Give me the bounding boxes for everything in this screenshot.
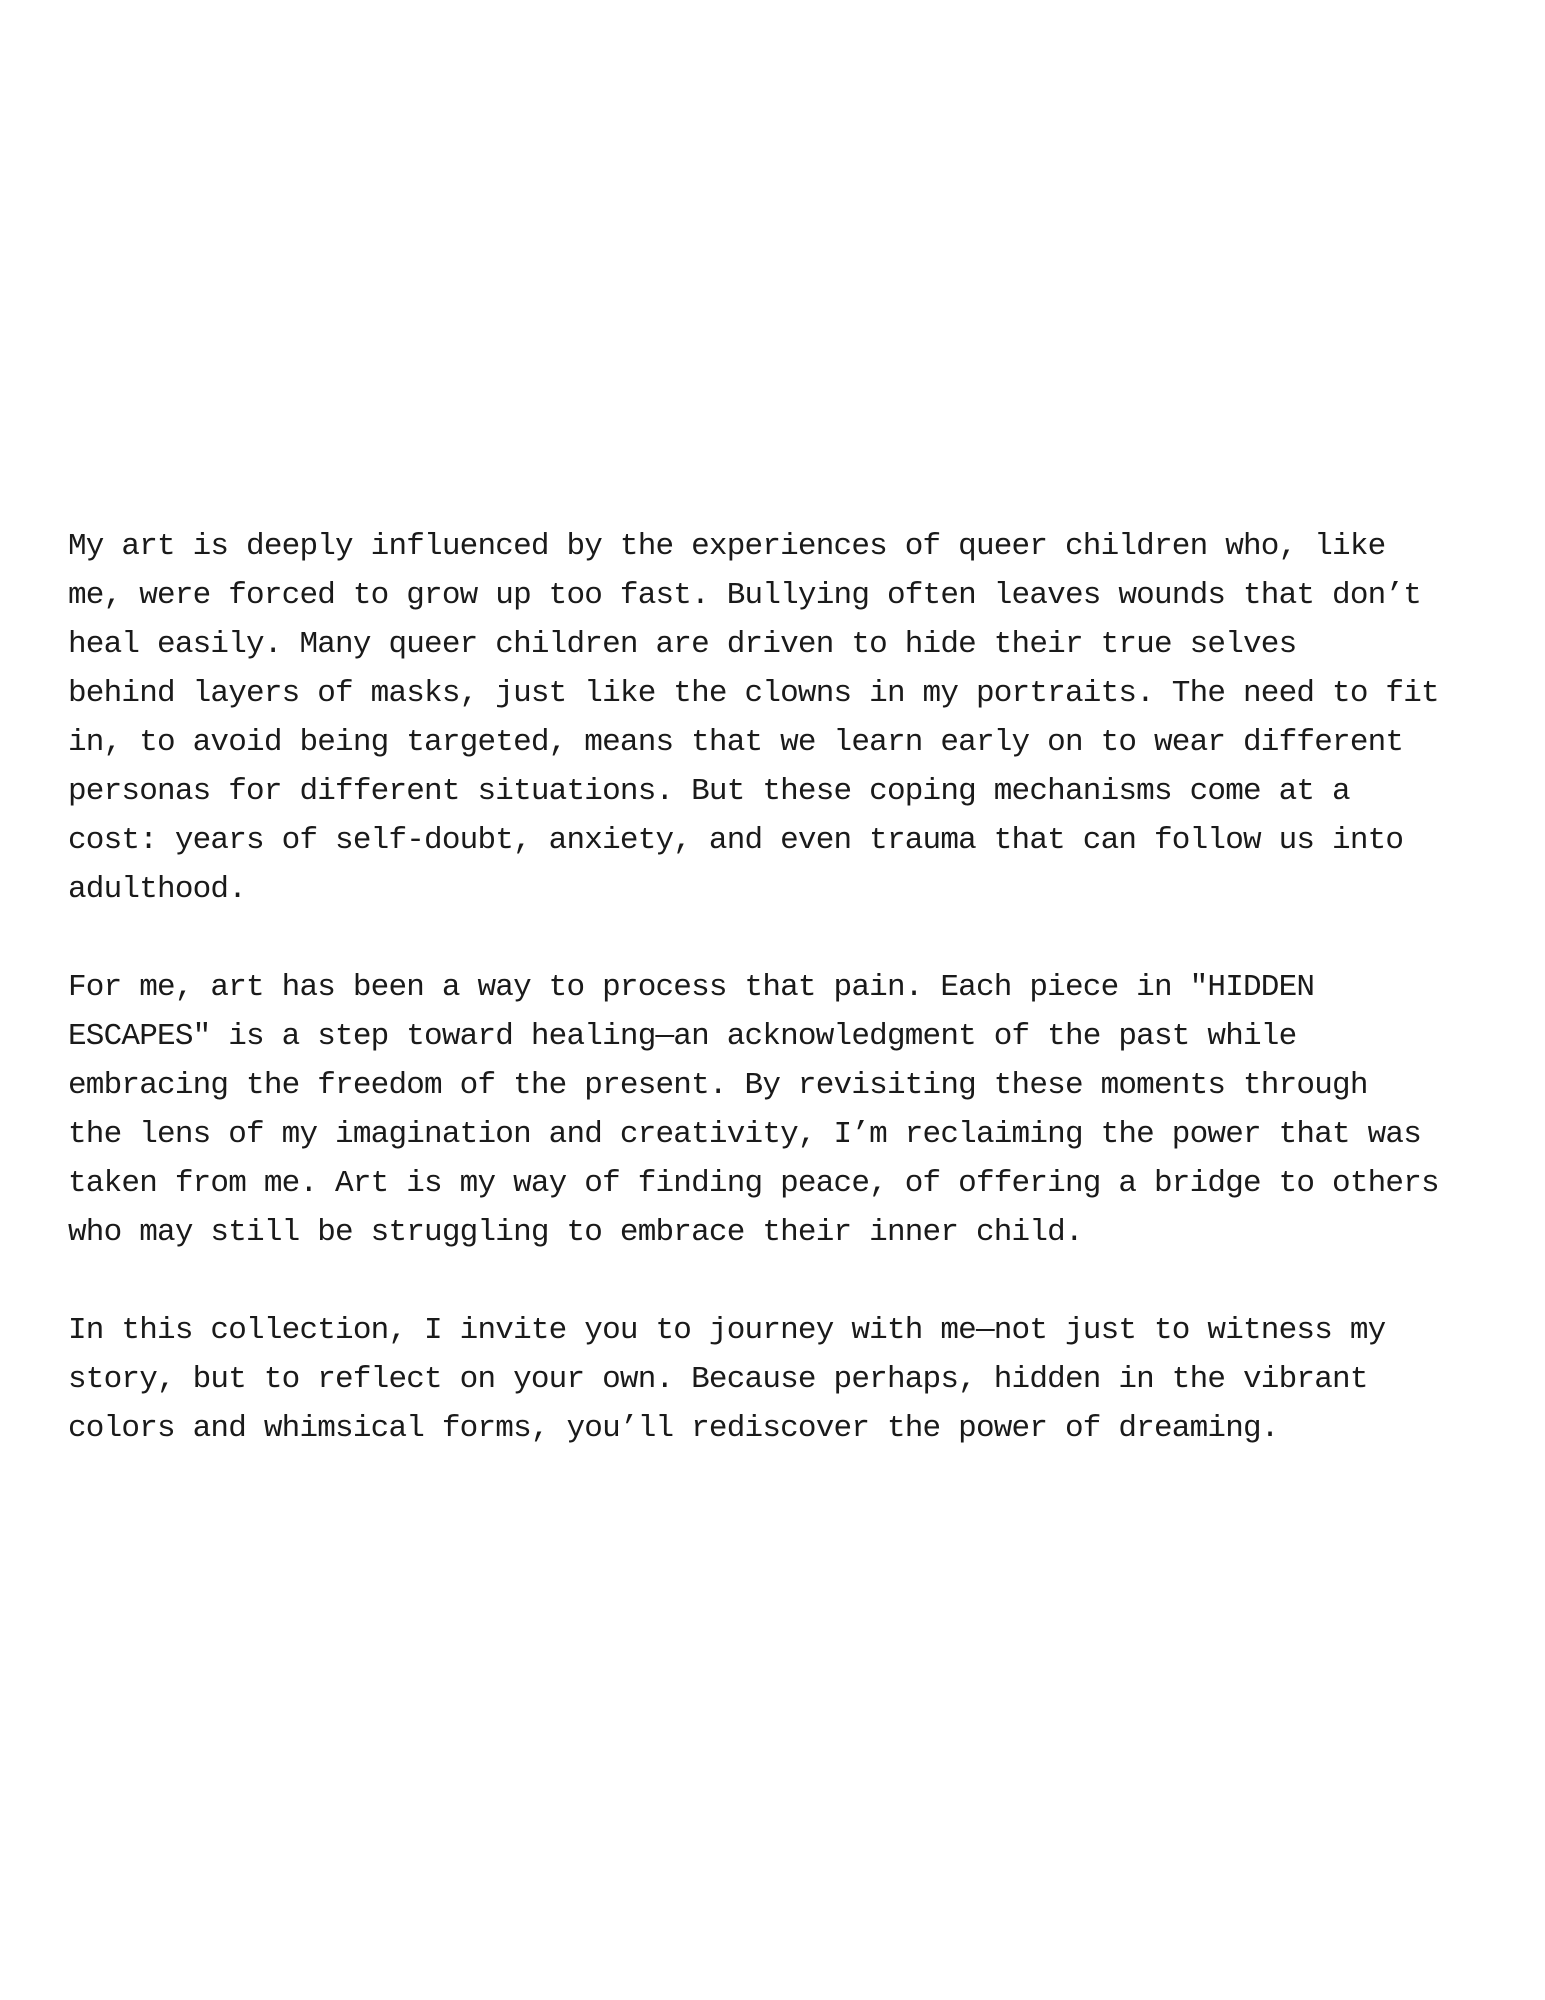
paragraph-line: colors and whimsical forms, you’ll rediscover the power of dreaming. [68, 1411, 1279, 1446]
body-text [68, 522, 1488, 1453]
paragraph-line: the lens of my imagination and creativity, I’m reclaiming the power that was [68, 1117, 1422, 1152]
paragraph-line: behind layers of masks, just like the clowns in my portraits. The need to fit [68, 676, 1439, 711]
paragraph-line: me, were forced to grow up too fast. Bullying often leaves wounds that don’t [68, 578, 1422, 613]
paragraph-line: embracing the freedom of the present. By revisiting these moments through [68, 1068, 1368, 1103]
paragraph-2 [68, 963, 1488, 1257]
paragraph-line: My art is deeply influenced by the experiences of queer children who, like [68, 529, 1386, 564]
paragraph-line: story, but to reflect on your own. Because perhaps, hidden in the vibrant [68, 1362, 1368, 1397]
paragraph-line: in, to avoid being targeted, means that we learn early on to wear different [68, 725, 1404, 760]
paragraph-1 [68, 522, 1488, 914]
paragraph-line: heal easily. Many queer children are driven to hide their true selves [68, 627, 1297, 662]
paragraph-line: In this collection, I invite you to journey with me—not just to witness my [68, 1313, 1386, 1348]
paragraph-3 [68, 1306, 1488, 1453]
paragraph-line: For me, art has been a way to process that pain. Each piece in "HIDDEN [68, 970, 1315, 1005]
paragraph-line: cost: years of self-doubt, anxiety, and even trauma that can follow us into [68, 823, 1404, 858]
paragraph-line: taken from me. Art is my way of finding peace, of offering a bridge to others [68, 1166, 1439, 1201]
paragraph-line: adulthood. [68, 872, 247, 907]
paragraph-line: who may still be struggling to embrace their inner child. [68, 1215, 1083, 1250]
paragraph-line: personas for different situations. But these coping mechanisms come at a [68, 774, 1350, 809]
paragraph-line: ESCAPES" is a step toward healing—an acknowledgment of the past while [68, 1019, 1297, 1054]
